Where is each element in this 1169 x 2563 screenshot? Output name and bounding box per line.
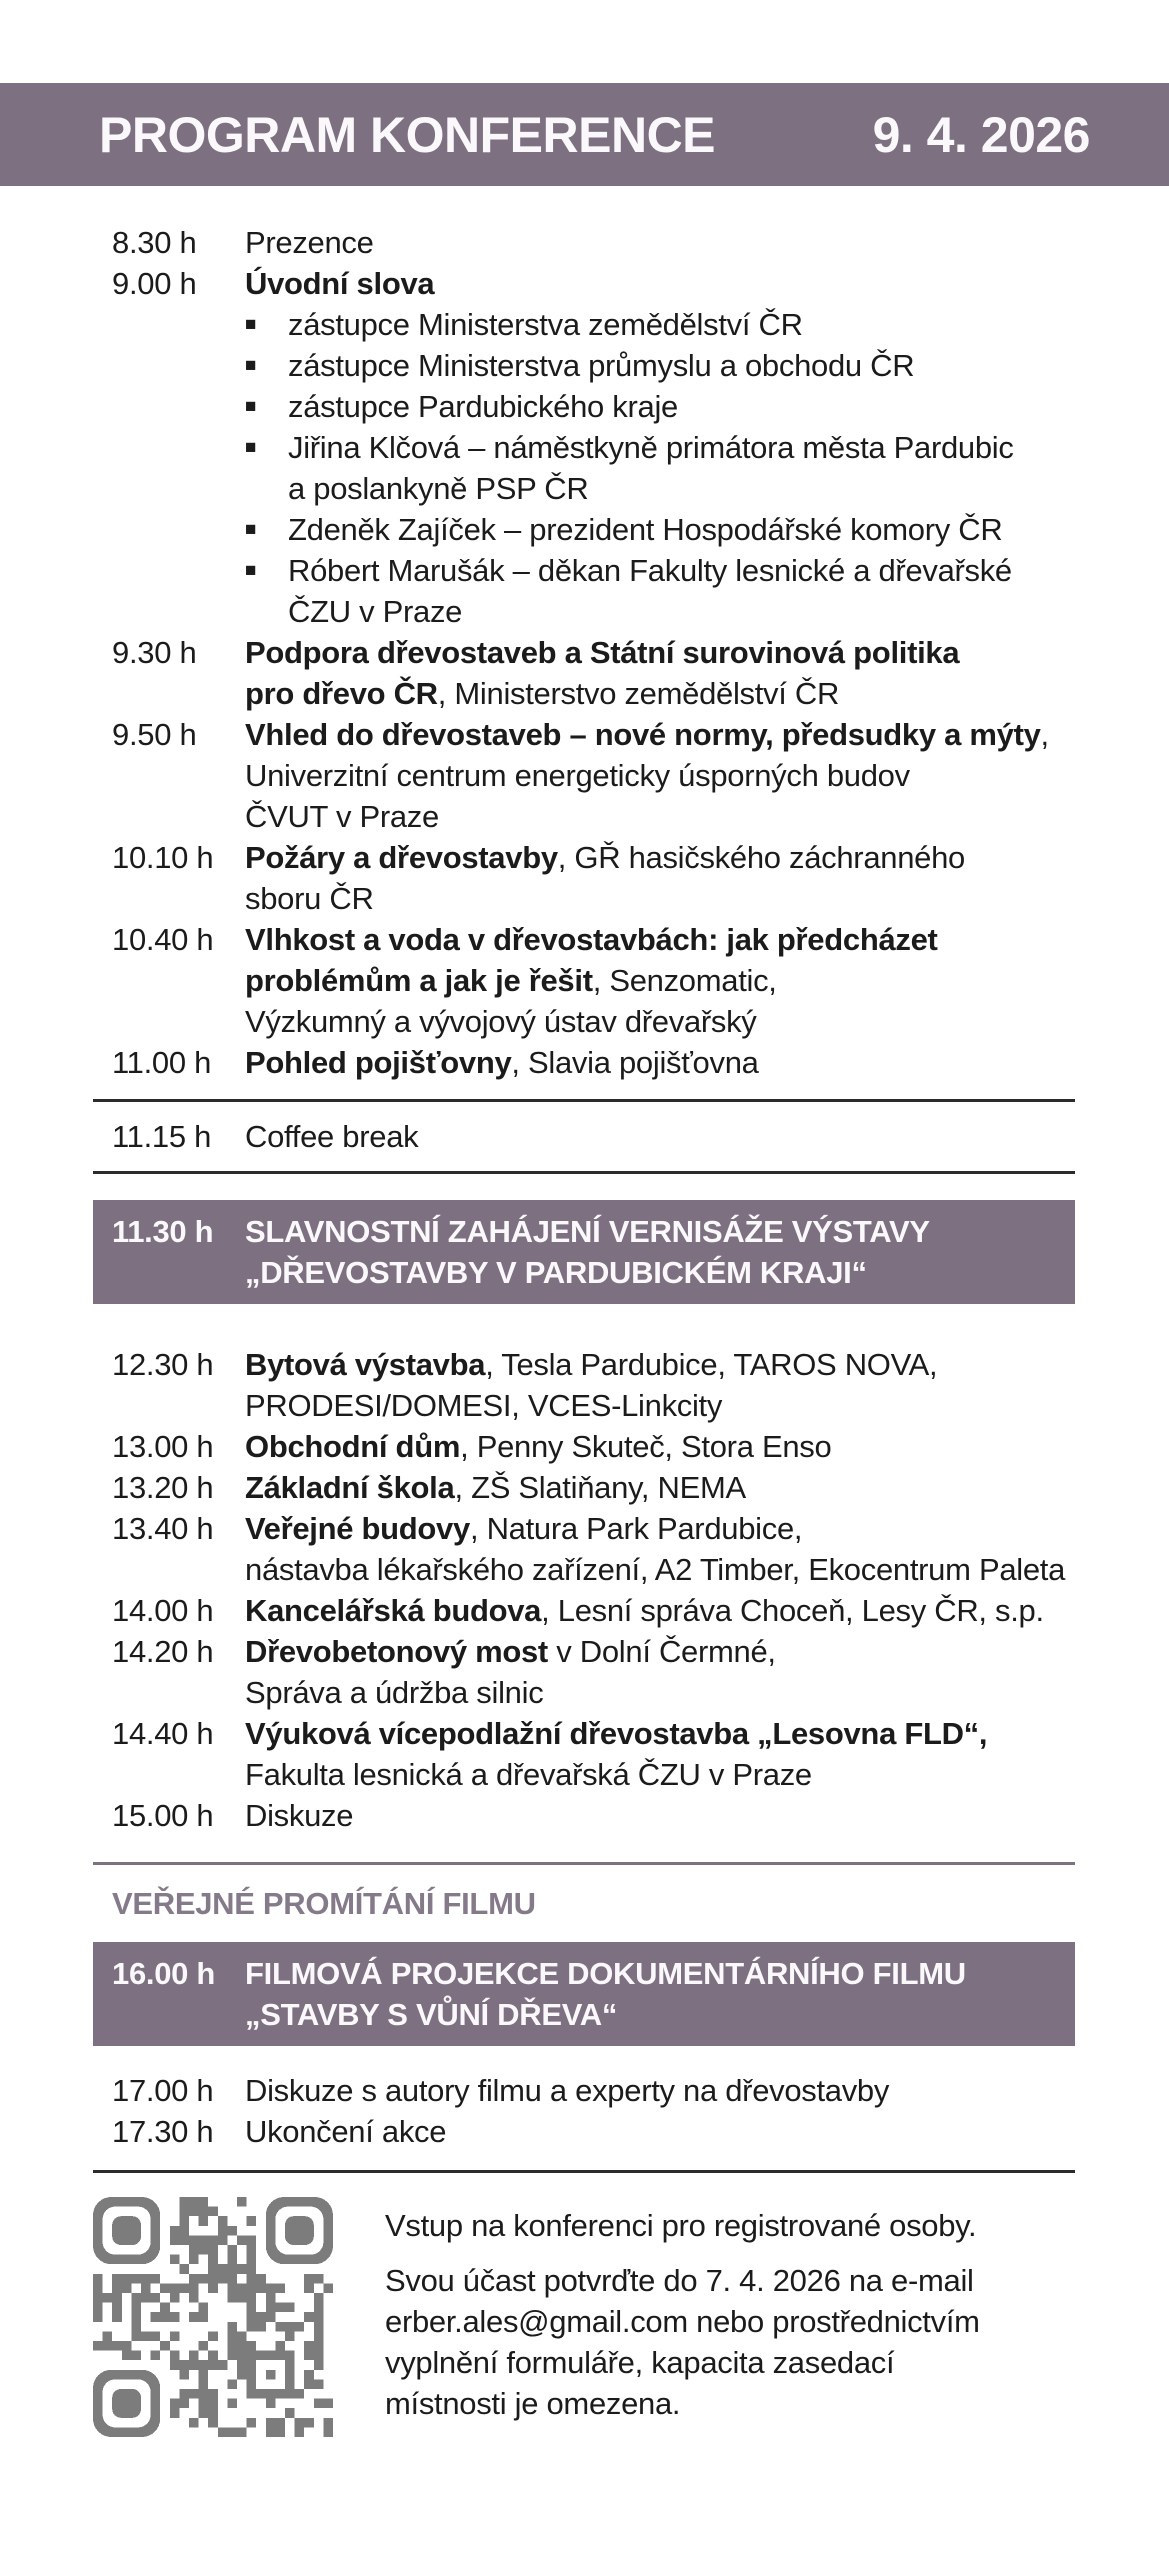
session-line bbox=[245, 673, 1075, 714]
session-description bbox=[245, 1631, 1075, 1713]
speaker-text bbox=[288, 550, 1075, 632]
session-description bbox=[245, 837, 1075, 919]
session-description bbox=[245, 263, 1075, 632]
session-line bbox=[245, 796, 1075, 837]
session-line bbox=[245, 1467, 1075, 1508]
text-segment: Coffee break bbox=[245, 1119, 419, 1154]
time-label: 13.00 h bbox=[112, 1429, 214, 1464]
schedule-row bbox=[93, 263, 1075, 632]
bullet-square-icon: ■ bbox=[245, 355, 257, 376]
text-segment: Diskuze bbox=[245, 1798, 354, 1833]
session-line bbox=[245, 1385, 1075, 1426]
session-line bbox=[245, 837, 1075, 878]
text-segment: Veřejné budovy bbox=[245, 1511, 470, 1546]
session-line bbox=[245, 714, 1075, 755]
bullet-square-icon: ■ bbox=[245, 437, 257, 458]
session-line bbox=[245, 2111, 1075, 2152]
divider-line bbox=[93, 1099, 1075, 1102]
bullet-square-icon: ■ bbox=[245, 314, 257, 335]
time-label: 10.40 h bbox=[112, 922, 214, 957]
text-segment: Úvodní slova bbox=[245, 266, 435, 301]
session-line bbox=[245, 632, 1075, 673]
afternoon-schedule bbox=[93, 1344, 1075, 1836]
schedule-row bbox=[93, 222, 1075, 263]
bullet-square-icon: ■ bbox=[245, 396, 257, 417]
footer-entry-note: Vstup na konferenci pro registrované osoby. bbox=[385, 2208, 977, 2243]
text-segment: Podpora dřevostaveb a Státní surovinová politika bbox=[245, 635, 960, 670]
text-segment: Diskuze s autory filmu a experty na dřevostavby bbox=[245, 2073, 890, 2108]
session-description bbox=[245, 1042, 1075, 1083]
schedule-row bbox=[93, 1713, 1075, 1795]
session-line bbox=[245, 1426, 1075, 1467]
text-segment: Pohled pojišťovny bbox=[245, 1045, 512, 1080]
text-segment: , bbox=[1040, 717, 1049, 752]
session-line bbox=[245, 878, 1075, 919]
session-description bbox=[245, 919, 1075, 1042]
highlight-row bbox=[93, 1200, 1075, 1304]
session-line bbox=[245, 222, 1075, 263]
session-line bbox=[245, 1116, 1075, 1157]
header-date: 9. 4. 2026 bbox=[872, 106, 1090, 163]
session-line bbox=[245, 1953, 1075, 1994]
footer-line: erber.ales@gmail.com nebo prostřednictvím bbox=[385, 2304, 980, 2339]
time-label: 9.30 h bbox=[112, 635, 197, 670]
session-line bbox=[245, 1344, 1075, 1385]
session-line bbox=[245, 1994, 1075, 2035]
schedule-row bbox=[93, 1116, 1075, 1157]
time-label: 11.00 h bbox=[112, 1045, 212, 1080]
text-segment: , Senzomatic, bbox=[592, 963, 777, 998]
text-segment: „STAVBY S VŮNÍ DŘEVA“ bbox=[245, 1997, 618, 2032]
session-line bbox=[245, 1631, 1075, 1672]
schedule-row bbox=[93, 837, 1075, 919]
speaker-text bbox=[288, 304, 1075, 345]
bullet-square-icon: ■ bbox=[245, 519, 257, 540]
footer-line: vyplnění formuláře, kapacita zasedací bbox=[385, 2345, 895, 2380]
schedule-row bbox=[93, 2070, 1075, 2111]
text-segment: Prezence bbox=[245, 225, 374, 260]
session-line bbox=[245, 1001, 1075, 1042]
speaker-line: ČZU v Praze bbox=[288, 594, 463, 629]
session-line bbox=[245, 1508, 1075, 1549]
footer bbox=[93, 2197, 1075, 2437]
session-line bbox=[245, 1211, 1075, 1252]
speaker-line: Zdeněk Zajíček – prezident Hospodářské komory ČR bbox=[288, 512, 1003, 547]
session-description bbox=[245, 2111, 1075, 2152]
time-label: 14.00 h bbox=[112, 1593, 214, 1628]
text-segment: Vlhkost a voda v dřevostavbách: jak předcházet bbox=[245, 922, 938, 957]
closing-schedule bbox=[93, 2070, 1075, 2152]
session-line bbox=[245, 755, 1075, 796]
speaker-line: a poslankyně PSP ČR bbox=[288, 471, 589, 506]
text-segment: Výuková vícepodlažní dřevostavba „Lesovna FLD“, bbox=[245, 1716, 988, 1751]
session-line bbox=[245, 1713, 1075, 1754]
time-label: 10.10 h bbox=[112, 840, 214, 875]
speaker-text bbox=[288, 509, 1075, 550]
text-segment: „DŘEVOSTAVBY V PARDUBICKÉM KRAJI“ bbox=[245, 1255, 867, 1290]
footer-text bbox=[385, 2197, 980, 2424]
text-segment: , Ministerstvo zemědělství ČR bbox=[437, 676, 840, 711]
text-segment: Požáry a dřevostavby bbox=[245, 840, 558, 875]
coffee-break-row bbox=[93, 1116, 1075, 1157]
session-description bbox=[245, 1467, 1075, 1508]
speaker-line: zástupce Pardubického kraje bbox=[288, 389, 678, 424]
schedule-row bbox=[93, 632, 1075, 714]
session-description bbox=[245, 1344, 1075, 1426]
session-description bbox=[245, 1508, 1075, 1590]
speaker-text bbox=[288, 345, 1075, 386]
time-label: 9.00 h bbox=[112, 266, 197, 301]
session-line bbox=[245, 1590, 1075, 1631]
session-description bbox=[245, 1426, 1075, 1467]
session-line bbox=[245, 1252, 1075, 1293]
morning-schedule bbox=[93, 222, 1075, 1083]
session-line bbox=[245, 919, 1075, 960]
header-band bbox=[0, 83, 1169, 186]
text-segment: problémům a jak je řešit bbox=[245, 963, 593, 998]
speaker-item bbox=[245, 386, 1075, 427]
schedule-row bbox=[93, 2111, 1075, 2152]
speaker-text bbox=[288, 427, 1075, 509]
bullet-square-icon: ■ bbox=[245, 560, 257, 581]
schedule-row bbox=[93, 1467, 1075, 1508]
divider-line bbox=[93, 1171, 1075, 1174]
session-description bbox=[245, 1953, 1075, 2035]
schedule-row bbox=[93, 1426, 1075, 1467]
speaker-line: zástupce Ministerstva průmyslu a obchodu ČR bbox=[288, 348, 915, 383]
speaker-line: Róbert Marušák – děkan Fakulty lesnické a dřevařské bbox=[288, 553, 1012, 588]
text-segment: , ZŠ Slatiňany, NEMA bbox=[454, 1470, 746, 1505]
speaker-item bbox=[245, 345, 1075, 386]
text-segment: Dřevobetonový most bbox=[245, 1634, 548, 1669]
text-segment: , Slavia pojišťovna bbox=[511, 1045, 759, 1080]
time-label: 16.00 h bbox=[112, 1956, 216, 1991]
text-segment: Vhled do dřevostaveb – nové normy, předsudky a mýty bbox=[245, 717, 1041, 752]
schedule-row bbox=[93, 1042, 1075, 1083]
schedule-row bbox=[93, 1795, 1075, 1836]
session-line bbox=[245, 1672, 1075, 1713]
speaker-text bbox=[288, 386, 1075, 427]
session-line bbox=[245, 263, 1075, 304]
time-label: 14.40 h bbox=[112, 1716, 214, 1751]
speaker-item bbox=[245, 509, 1075, 550]
film-section-heading: VEŘEJNÉ PROMÍTÁNÍ FILMU bbox=[112, 1886, 536, 1921]
speaker-line: Jiřina Klčová – náměstkyně primátora města Pardubic bbox=[288, 430, 1014, 465]
session-line bbox=[245, 1754, 1075, 1795]
text-segment: FILMOVÁ PROJEKCE DOKUMENTÁRNÍHO FILMU bbox=[245, 1956, 966, 1991]
text-segment: Univerzitní centrum energeticky úsporných budov bbox=[245, 758, 910, 793]
text-segment: Bytová výstavba bbox=[245, 1347, 486, 1382]
session-description bbox=[245, 1795, 1075, 1836]
schedule-row bbox=[93, 1344, 1075, 1426]
text-segment: pro dřevo ČR bbox=[245, 676, 438, 711]
schedule-row bbox=[93, 919, 1075, 1042]
divider-line bbox=[93, 2170, 1075, 2173]
vernissage-band bbox=[93, 1200, 1075, 1304]
time-label: 14.20 h bbox=[112, 1634, 214, 1669]
session-line bbox=[245, 2070, 1075, 2111]
qr-code bbox=[93, 2197, 333, 2437]
text-segment: v Dolní Čermné, bbox=[547, 1634, 776, 1669]
text-segment: Základní škola bbox=[245, 1470, 455, 1505]
text-segment: , GŘ hasičského záchranného bbox=[557, 840, 965, 875]
footer-line: Svou účast potvrďte do 7. 4. 2026 na e-mail bbox=[385, 2263, 974, 2298]
accent-divider-line bbox=[93, 1862, 1075, 1865]
time-label: 17.30 h bbox=[112, 2114, 214, 2149]
speaker-item bbox=[245, 427, 1075, 509]
text-segment: Obchodní dům bbox=[245, 1429, 461, 1464]
footer-registration-instructions bbox=[385, 2260, 980, 2424]
session-line bbox=[245, 1795, 1075, 1836]
speaker-item bbox=[245, 304, 1075, 345]
program-schedule bbox=[93, 222, 1075, 2437]
session-description bbox=[245, 632, 1075, 714]
text-segment: Správa a údržba silnic bbox=[245, 1675, 544, 1710]
time-label: 11.30 h bbox=[112, 1214, 214, 1249]
text-segment: , Natura Park Pardubice, bbox=[469, 1511, 803, 1546]
schedule-row bbox=[93, 1590, 1075, 1631]
time-label: 8.30 h bbox=[112, 225, 197, 260]
session-line bbox=[245, 1549, 1075, 1590]
schedule-row bbox=[93, 714, 1075, 837]
footer-line: místnosti je omezena. bbox=[385, 2386, 681, 2421]
page-title: PROGRAM KONFERENCE bbox=[99, 106, 716, 163]
text-segment: Kancelářská budova bbox=[245, 1593, 542, 1628]
schedule-row bbox=[93, 1631, 1075, 1713]
time-label: 12.30 h bbox=[112, 1347, 214, 1382]
time-label: 9.50 h bbox=[112, 717, 197, 752]
session-line bbox=[245, 1042, 1075, 1083]
session-description bbox=[245, 1590, 1075, 1631]
session-description bbox=[245, 1116, 1075, 1157]
session-line bbox=[245, 960, 1075, 1001]
session-description bbox=[245, 2070, 1075, 2111]
session-description bbox=[245, 1713, 1075, 1795]
text-segment: ČVUT v Praze bbox=[245, 799, 439, 834]
text-segment: , Lesní správa Choceň, Lesy ČR, s.p. bbox=[541, 1593, 1044, 1628]
session-description bbox=[245, 1211, 1075, 1293]
text-segment: PRODESI/DOMESI, VCES-Linkcity bbox=[245, 1388, 723, 1423]
time-label: 13.40 h bbox=[112, 1511, 214, 1546]
time-label: 17.00 h bbox=[112, 2073, 214, 2108]
schedule-row bbox=[93, 1508, 1075, 1590]
text-segment: Ukončení akce bbox=[245, 2114, 447, 2149]
text-segment: SLAVNOSTNÍ ZAHÁJENÍ VERNISÁŽE VÝSTAVY bbox=[245, 1214, 930, 1249]
session-description bbox=[245, 222, 1075, 263]
film-band bbox=[93, 1942, 1075, 2046]
conference-program-flyer bbox=[0, 83, 1169, 2563]
highlight-row bbox=[93, 1942, 1075, 2046]
text-segment: sboru ČR bbox=[245, 881, 374, 916]
time-label: 13.20 h bbox=[112, 1470, 214, 1505]
time-label: 11.15 h bbox=[112, 1119, 212, 1154]
text-segment: , Penny Skuteč, Stora Enso bbox=[460, 1429, 832, 1464]
speaker-item bbox=[245, 550, 1075, 632]
text-segment: Fakulta lesnická a dřevařská ČZU v Praze bbox=[245, 1757, 812, 1792]
text-segment: Výzkumný a vývojový ústav dřevařský bbox=[245, 1004, 757, 1039]
text-segment: nástavba lékařského zařízení, A2 Timber, Ekocentrum Paleta bbox=[245, 1552, 1066, 1587]
text-segment: , Tesla Pardubice, TAROS NOVA, bbox=[485, 1347, 938, 1382]
time-label: 15.00 h bbox=[112, 1798, 214, 1833]
session-description bbox=[245, 714, 1075, 837]
speaker-line: zástupce Ministerstva zemědělství ČR bbox=[288, 307, 803, 342]
